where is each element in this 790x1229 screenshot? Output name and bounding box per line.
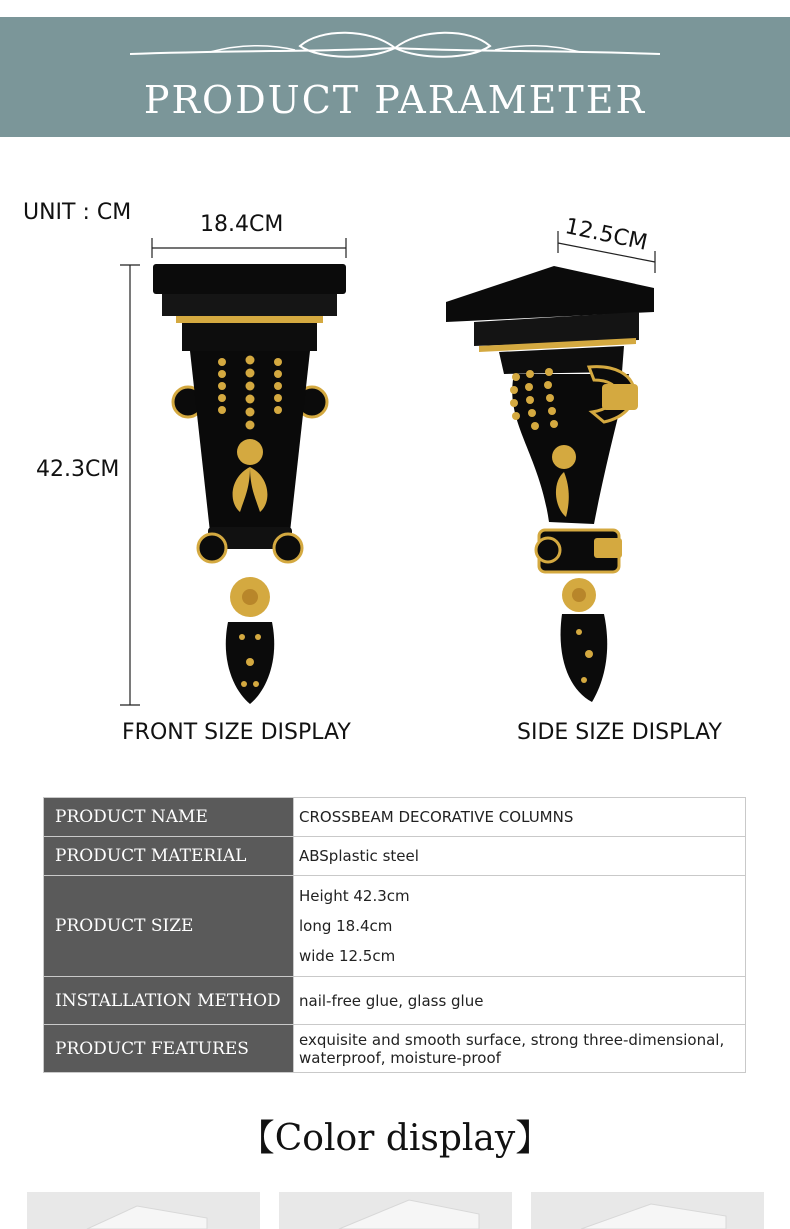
front-size-caption: FRONT SIZE DISPLAY <box>122 720 351 745</box>
param-value: nail-free glue, glass glue <box>294 977 746 1025</box>
param-key: PRODUCT SIZE <box>44 876 294 977</box>
table-row <box>44 876 746 977</box>
param-value: ABSplastic steel <box>294 837 746 876</box>
table-row <box>44 798 746 837</box>
size-line: wide 12.5cm <box>299 947 396 965</box>
param-value <box>294 1025 746 1073</box>
param-key: PRODUCT MATERIAL <box>44 837 294 876</box>
color-thumbnail <box>27 1192 260 1229</box>
features-line: exquisite and smooth surface, strong three-dimensional, <box>299 1030 725 1049</box>
table-row <box>44 1025 746 1073</box>
side-depth-label: 12.5CM <box>562 214 650 256</box>
features-line: waterproof, moisture-proof <box>299 1048 501 1067</box>
thumbnail-corbel-image <box>531 1192 764 1229</box>
param-key: INSTALLATION METHOD <box>44 977 294 1025</box>
param-value: CROSSBEAM DECORATIVE COLUMNS <box>294 798 746 837</box>
color-thumbnail <box>279 1192 512 1229</box>
side-size-caption: SIDE SIZE DISPLAY <box>517 720 722 745</box>
size-line: Height 42.3cm <box>299 887 410 905</box>
color-display-title: 【Color display】 <box>238 1118 552 1159</box>
side-corbel-image <box>444 262 659 708</box>
thumbnail-corbel-image <box>27 1192 260 1229</box>
front-width-label: 18.4CM <box>200 212 284 237</box>
param-key: PRODUCT FEATURES <box>44 1025 294 1073</box>
param-value <box>294 876 746 977</box>
product-parameter-table <box>43 797 746 1073</box>
color-thumbnail <box>531 1192 764 1229</box>
size-line: long 18.4cm <box>299 917 393 935</box>
param-key: PRODUCT NAME <box>44 798 294 837</box>
page-title: PRODUCT PARAMETER <box>143 78 647 122</box>
table-row <box>44 977 746 1025</box>
table-row <box>44 837 746 876</box>
thumbnail-corbel-image <box>279 1192 512 1229</box>
front-height-label: 42.3CM <box>36 457 120 482</box>
unit-label: UNIT : CM <box>23 200 132 225</box>
front-corbel-image <box>150 262 350 708</box>
